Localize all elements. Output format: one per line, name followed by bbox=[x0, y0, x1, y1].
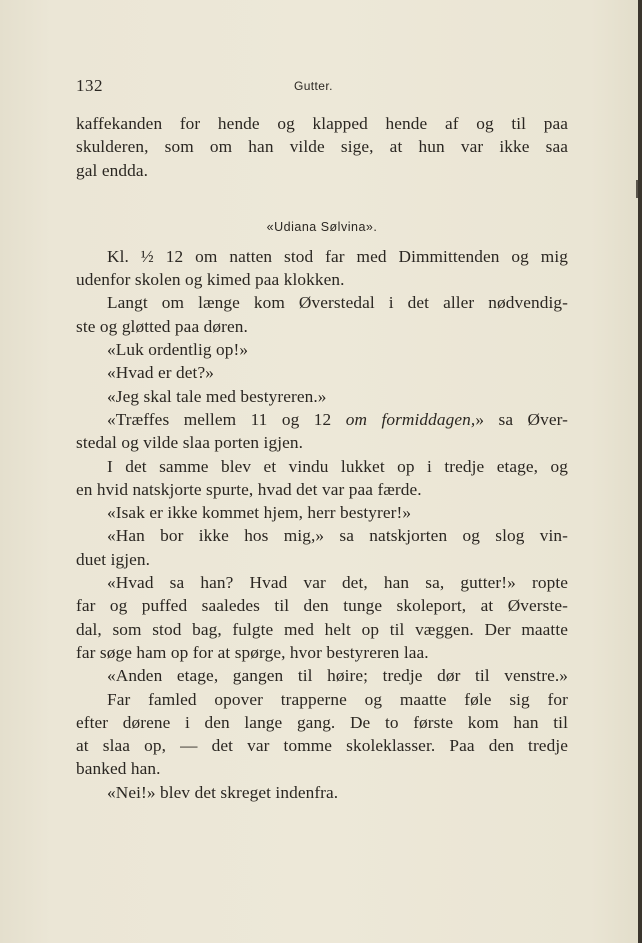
text-line: «Hvad er det?» bbox=[107, 363, 214, 383]
text-line: far søge ham op for at spørge, hvor bestyreren laa. bbox=[76, 642, 429, 662]
text-line: en hvid natskjorte spurte, hvad det var paa færde. bbox=[76, 479, 422, 499]
text-line: Kl. ½ 12 om natten stod far med Dimmittenden og mig bbox=[107, 246, 568, 266]
text-line: skulderen, som om han vilde sige, at hun var ikke saa bbox=[76, 137, 568, 157]
page-number: 132 bbox=[76, 76, 103, 95]
text-block bbox=[76, 112, 568, 804]
text-line: far og puffed saaledes til den tunge skoleport, at Øverste- bbox=[76, 596, 568, 616]
text-line: «Hvad sa han? Hvad var det, han sa, gutter!» ropte bbox=[107, 573, 568, 593]
text-line: Langt om længe kom Øverstedal i det aller nødvendig- bbox=[107, 293, 568, 313]
text-line bbox=[76, 408, 568, 431]
text-line: stedal og vilde slaa porten igjen. bbox=[76, 433, 304, 453]
text-line: efter dørene i den lange gang. De to første kom han til bbox=[76, 712, 568, 732]
text-line: at slaa op, — det var tomme skoleklasser. Paa den tredje bbox=[76, 736, 568, 756]
text-run: «Træffes mellem 11 og 12 bbox=[107, 409, 346, 429]
italic-text-run: om formiddagen, bbox=[345, 409, 476, 429]
text-line: «Isak er ikke kommet hjem, herr bestyrer!» bbox=[107, 503, 412, 523]
text-line: Far famled opover trapperne og maatte føle sig for bbox=[107, 689, 568, 709]
text-line: «Anden etage, gangen til høire; tredje dør til venstre.» bbox=[107, 666, 568, 686]
text-line: «Jeg skal tale med bestyreren.» bbox=[107, 386, 327, 406]
page-edge-shadow bbox=[638, 0, 642, 943]
text-line: gal endda. bbox=[76, 160, 149, 180]
text-line: I det samme blev et vindu lukket op i tredje etage, og bbox=[107, 456, 568, 476]
text-line: dal, som stod bag, fulgte med helt op til væggen. Der maatte bbox=[76, 619, 568, 639]
page-edge-mark bbox=[636, 180, 638, 198]
running-head: Gutter. bbox=[294, 79, 333, 93]
text-line: duet igjen. bbox=[76, 549, 151, 569]
text-line: «Han bor ikke hos mig,» sa natskjorten og slog vin- bbox=[107, 526, 568, 546]
text-run: » sa Øver- bbox=[475, 409, 568, 429]
text-line: kaffekanden for hende og klapped hende af og til paa bbox=[76, 114, 568, 133]
text-line: «Nei!» blev det skreget indenfra. bbox=[107, 782, 339, 802]
text-line: ste og gløtted paa døren. bbox=[76, 316, 248, 336]
text-line: «Luk ordentlig op!» bbox=[107, 340, 249, 360]
text-line: banked han. bbox=[76, 759, 161, 779]
section-heading: «Udiana Sølvina». bbox=[266, 219, 378, 234]
page-header bbox=[76, 76, 568, 100]
text-line: udenfor skolen og kimed paa klokken. bbox=[76, 270, 345, 290]
